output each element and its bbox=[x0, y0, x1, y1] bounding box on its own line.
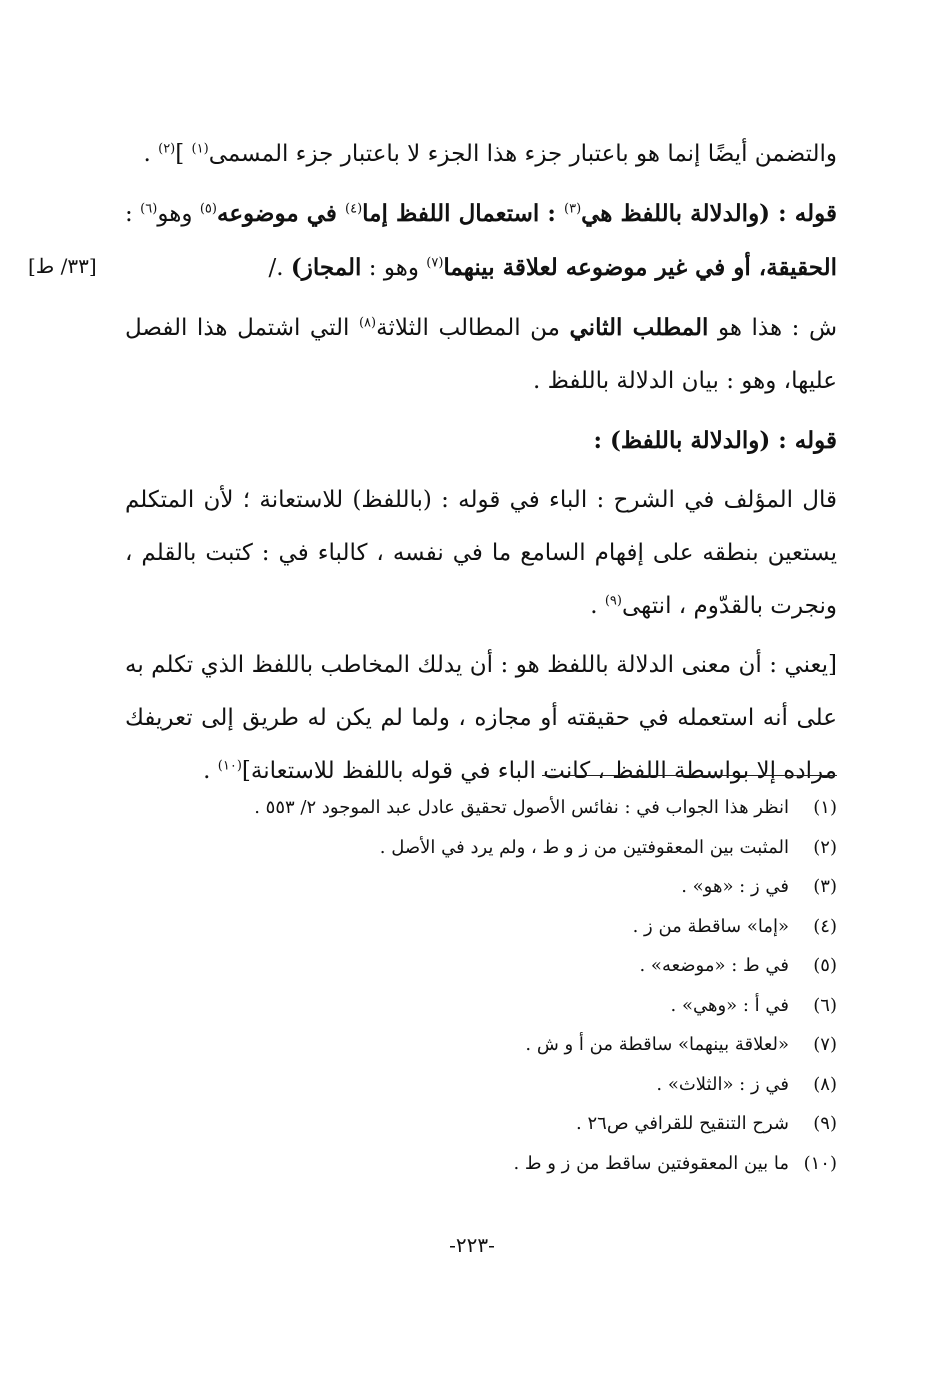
text-run: والتضمن أيضًا إنما هو باعتبار جزء هذا الجزء لا باعتبار جزء المسمى bbox=[208, 141, 837, 167]
footnote-item bbox=[160, 1144, 837, 1184]
text-run: ش : هذا هو bbox=[708, 315, 838, 341]
footnote-item bbox=[160, 867, 837, 907]
footnote-item bbox=[160, 1065, 837, 1105]
footnote-number: (٢) bbox=[813, 836, 837, 858]
text-run: الحقيقة، أو في غير موضوعه لعلاقة بينهما bbox=[443, 254, 837, 281]
paragraph-1 bbox=[125, 128, 837, 181]
main-text bbox=[125, 128, 837, 798]
text-run: من المطالب الثلاثة bbox=[376, 315, 570, 341]
footnote-text: «لعلاقة بينهما» ساقطة من أ و ش . bbox=[525, 1034, 789, 1055]
footnote-ref: (٦) bbox=[140, 201, 158, 217]
text-run: قوله : bbox=[770, 200, 837, 227]
footnote-separator bbox=[542, 775, 837, 776]
text-run: : bbox=[125, 201, 141, 227]
text-run: في موضوعه bbox=[216, 200, 346, 227]
footnote-number: (٣) bbox=[813, 876, 837, 897]
text-run: المطلب الثاني bbox=[569, 314, 709, 341]
footnote-ref: (١٠) bbox=[217, 758, 242, 774]
text-run: المجاز) bbox=[290, 254, 362, 281]
footnote-ref: (٢) bbox=[158, 141, 176, 157]
footnote-item bbox=[160, 788, 837, 828]
footnote-text: في ز : «هو» . bbox=[681, 876, 789, 897]
footnote-text: المثبت بين المعقوفتين من ز و ط ، ولم يرد في الأصل . bbox=[379, 836, 789, 858]
text-run: . bbox=[143, 141, 159, 167]
text-run: (والدلالة باللفظ هي bbox=[581, 200, 771, 227]
page-number: -٢٢٣- bbox=[449, 1233, 495, 1257]
footnote-item bbox=[160, 828, 837, 868]
text-run: قوله : (والدلالة باللفظ) : bbox=[593, 427, 837, 454]
footnote-number: (٨) bbox=[813, 1073, 837, 1095]
footnote-item bbox=[160, 907, 837, 947]
text-run: ] bbox=[175, 141, 192, 167]
footnote-text: في أ : «وهي» . bbox=[670, 994, 789, 1016]
footnote-ref: (٧) bbox=[426, 255, 444, 271]
footnote-number: (٥) bbox=[813, 955, 837, 976]
footnote-item bbox=[160, 986, 837, 1026]
footnote-item bbox=[160, 946, 837, 986]
footnote-text: شرح التنقيح للقرافي ص٢٦ . bbox=[576, 1113, 789, 1134]
footnote-number: (٤) bbox=[813, 915, 837, 937]
paragraph-2 bbox=[125, 187, 837, 295]
footnote-ref: (٥) bbox=[199, 201, 217, 217]
footnote-ref: (٤) bbox=[345, 201, 363, 217]
text-run: وهو : bbox=[361, 255, 427, 281]
footnote-text: ما بين المعقوفتين ساقط من ز و ط . bbox=[513, 1152, 789, 1174]
footnote-item bbox=[160, 1025, 837, 1065]
footnote-ref: (٣) bbox=[564, 201, 582, 217]
paragraph-3 bbox=[125, 301, 837, 408]
footnote-text: في ط : «موضعه» . bbox=[639, 955, 789, 976]
footnote-number: (١) bbox=[813, 797, 837, 818]
footnote-ref: (٨) bbox=[358, 315, 377, 331]
footnotes bbox=[160, 788, 837, 1183]
margin-folio-reference: [٣٣/ ط] bbox=[28, 254, 97, 278]
text-run: التي اشتمل هذا الفصل عليها، وهو : بيان الدلالة باللفظ . bbox=[125, 315, 837, 394]
text-run: . bbox=[203, 758, 218, 784]
text-run: قال المؤلف في الشرح : الباء في قوله : (باللفظ) للاستعانة ؛ لأن المتكلم يستعين بنطقه على إفهام السامع ما في نفسه ، كالباء في : كتبت بالقلم ، ونجرت بالقدّوم ، انتهى bbox=[125, 487, 837, 619]
footnote-number: (١٠) bbox=[803, 1152, 837, 1174]
footnote-text: انظر هذا الجواب في : نفائس الأصول تحقيق عادل عبد الموجود ٢/ ٥٥٣ . bbox=[254, 797, 789, 818]
footnote-number: (٩) bbox=[813, 1113, 837, 1134]
paragraph-4 bbox=[125, 414, 837, 468]
footnote-ref: (٩) bbox=[604, 593, 622, 609]
footnote-number: (٧) bbox=[813, 1034, 837, 1055]
text-run: وهو bbox=[157, 201, 200, 227]
paragraph-5 bbox=[125, 474, 837, 633]
footnote-ref: (١) bbox=[191, 141, 209, 157]
footnote-number: (٦) bbox=[813, 994, 837, 1016]
text-run: [يعني : أن معنى الدلالة باللفظ هو : أن يدلك المخاطب باللفظ الذي تكلم به على أنه استعمله في حقيقته أو مجازه ، ولما لم يكن له طريق إلى تعريفك مراده إلا بواسطة اللفظ ، كانت الباء في قوله باللفظ للاستعانة] bbox=[125, 652, 837, 784]
footnote-text: «إما» ساقطة من ز . bbox=[632, 915, 789, 937]
footnote-item bbox=[160, 1104, 837, 1144]
text-run: : استعمال اللفظ إما bbox=[362, 200, 564, 227]
text-run: ./ bbox=[268, 255, 291, 281]
text-run: . bbox=[590, 593, 605, 619]
footnote-text: في ز : «الثلاث» . bbox=[656, 1073, 789, 1095]
